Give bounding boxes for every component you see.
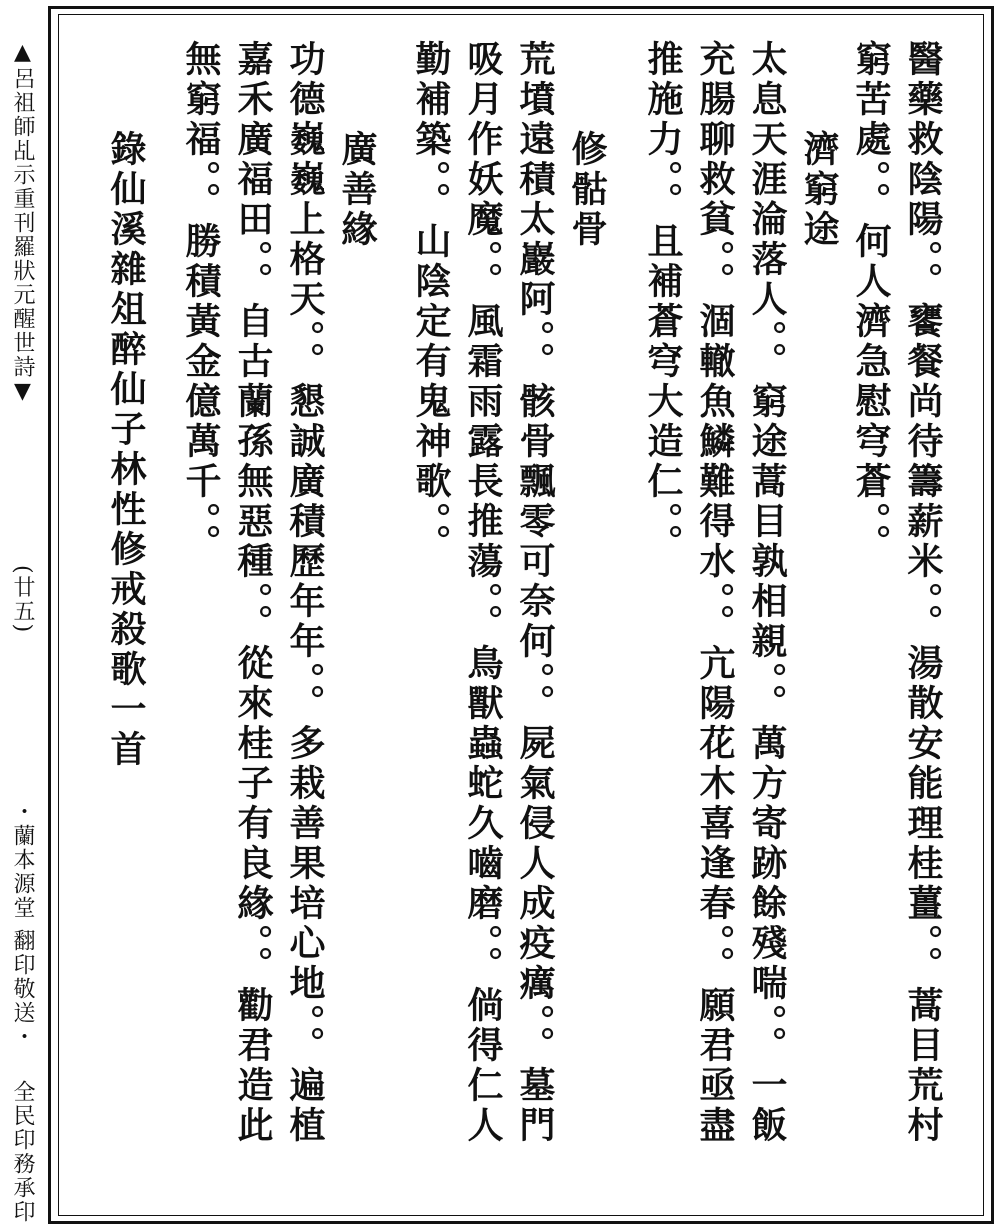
sidebar: [0, 0, 44, 1229]
text-column: 功德巍巍上格天。。懇誠廣積歷年年。。多栽善果培心地。。遍植: [284, 40, 326, 1146]
text-column: 錄仙溪雜俎醉仙子林性修戒殺歌一首: [105, 130, 147, 770]
section-title: 修骷骨: [566, 130, 608, 250]
text-column: 勤補築。。山陰定有鬼神歌。。: [410, 40, 452, 564]
page-number: (廿五): [10, 565, 35, 635]
printer-note: 全民印務承印: [10, 1080, 35, 1224]
text-column: 醫藥救陰陽。。饔餐尚待籌薪米。。湯散安能理桂薑。。蒿目荒村: [902, 40, 944, 1146]
text-column: 嘉禾廣福田。。自古蘭孫無惡種。。從來桂子有良緣。。勸君造此: [232, 40, 274, 1146]
text-column: 窮苦處。。何人濟急慰穹蒼。。: [850, 40, 892, 564]
text-column: 太息天涯淪落人。。窮途蒿目孰相親。。萬方寄跡餘殘喘。。一飯: [746, 40, 788, 1146]
section-title: 廣善緣: [336, 130, 378, 250]
text-column: 吸月作妖魔。。風霜雨露長推蕩。。鳥獸蟲蛇久嚙磨。。倘得仁人: [462, 40, 504, 1146]
section-title: 濟窮途: [798, 130, 840, 250]
text-column: 荒墳遠積太巖阿。。骸骨飄零可奈何。。屍氣侵人成疫癘。。墓門: [514, 40, 556, 1146]
book-title: ▲呂祖師乩示重刊羅狀元醒世詩▼: [10, 40, 35, 406]
text-column: 推施力。。且補蒼穹大造仁。。: [642, 40, 684, 564]
text-column: 充腸聊救貧。。涸轍魚鱗難得水。。亢陽花木喜逢春。。願君亟盡: [694, 40, 736, 1146]
publisher-note: ・蘭本源堂 翻印敬送・: [10, 800, 35, 1049]
text-column: 無窮福。。勝積黃金億萬千。。: [180, 40, 222, 564]
